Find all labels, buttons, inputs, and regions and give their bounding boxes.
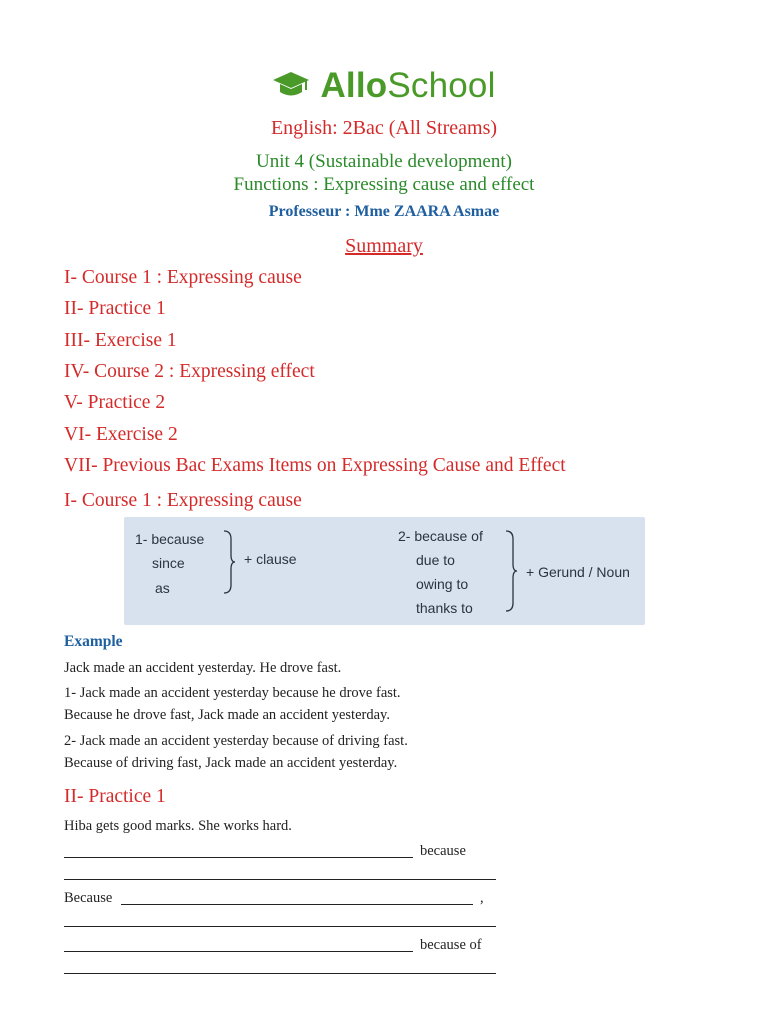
logo-text bbox=[320, 66, 495, 106]
logo-bold: Allo bbox=[320, 66, 388, 105]
summary-item: III- Exercise 1 bbox=[64, 330, 177, 351]
example-sentence: 1- Jack made an accident yesterday because he drove fast. bbox=[64, 685, 401, 701]
gerund-noun-label: + Gerund / Noun bbox=[526, 564, 630, 580]
functions-title: Functions : Expressing cause and effect bbox=[233, 174, 535, 195]
practice-prompt: Hiba gets good marks. She works hard. bbox=[64, 818, 292, 834]
logo-regular: School bbox=[387, 66, 496, 105]
connector-because-capital: Because bbox=[64, 890, 113, 906]
clause-label: + clause bbox=[244, 551, 297, 567]
answer-blank[interactable] bbox=[64, 973, 496, 974]
summary-item: VI- Exercise 2 bbox=[64, 424, 178, 445]
example-sentence: Because of driving fast, Jack made an accident yesterday. bbox=[64, 755, 398, 771]
answer-blank[interactable] bbox=[64, 926, 496, 927]
summary-item: VII- Previous Bac Exams Items on Expressing Cause and Effect bbox=[64, 455, 566, 476]
summary-item: V- Practice 2 bbox=[64, 392, 166, 413]
connector-because-of: because of bbox=[420, 937, 482, 953]
cause-word: as bbox=[155, 580, 170, 596]
summary-item: I- Course 1 : Expressing cause bbox=[64, 267, 302, 288]
comma: , bbox=[480, 890, 484, 906]
course1-heading: I- Course 1 : Expressing cause bbox=[64, 490, 302, 511]
example-sentence: 2- Jack made an accident yesterday because of driving fast. bbox=[64, 733, 408, 749]
example-sentence: Because he drove fast, Jack made an accident yesterday. bbox=[64, 707, 390, 723]
cause-word: 1- because bbox=[135, 531, 205, 547]
cause-word: due to bbox=[416, 552, 455, 568]
answer-blank[interactable] bbox=[121, 904, 473, 905]
answer-blank[interactable] bbox=[64, 951, 413, 952]
brace-icon bbox=[222, 529, 236, 595]
answer-blank[interactable] bbox=[64, 857, 413, 858]
unit-title: Unit 4 (Sustainable development) bbox=[256, 151, 512, 172]
subject-title: English: 2Bac (All Streams) bbox=[270, 117, 498, 139]
example-sentence: Jack made an accident yesterday. He drove fast. bbox=[64, 660, 342, 676]
cause-word: since bbox=[152, 555, 185, 571]
cause-word: 2- because of bbox=[398, 528, 483, 544]
summary-item: II- Practice 1 bbox=[64, 298, 166, 319]
brace-icon bbox=[504, 529, 518, 613]
answer-blank[interactable] bbox=[64, 879, 496, 880]
cause-word: owing to bbox=[416, 576, 469, 592]
practice1-heading: II- Practice 1 bbox=[64, 786, 166, 807]
connector-because: because bbox=[420, 843, 466, 859]
teacher-name: Professeur : Mme ZAARA Asmae bbox=[268, 203, 500, 220]
summary-title: Summary bbox=[345, 235, 423, 257]
summary-item: IV- Course 2 : Expressing effect bbox=[64, 361, 315, 382]
alloschool-logo bbox=[0, 66, 768, 106]
graduation-cap-icon bbox=[272, 69, 310, 104]
course-cause-box bbox=[124, 517, 645, 625]
cause-word: thanks to bbox=[416, 600, 473, 616]
example-heading: Example bbox=[64, 633, 123, 650]
